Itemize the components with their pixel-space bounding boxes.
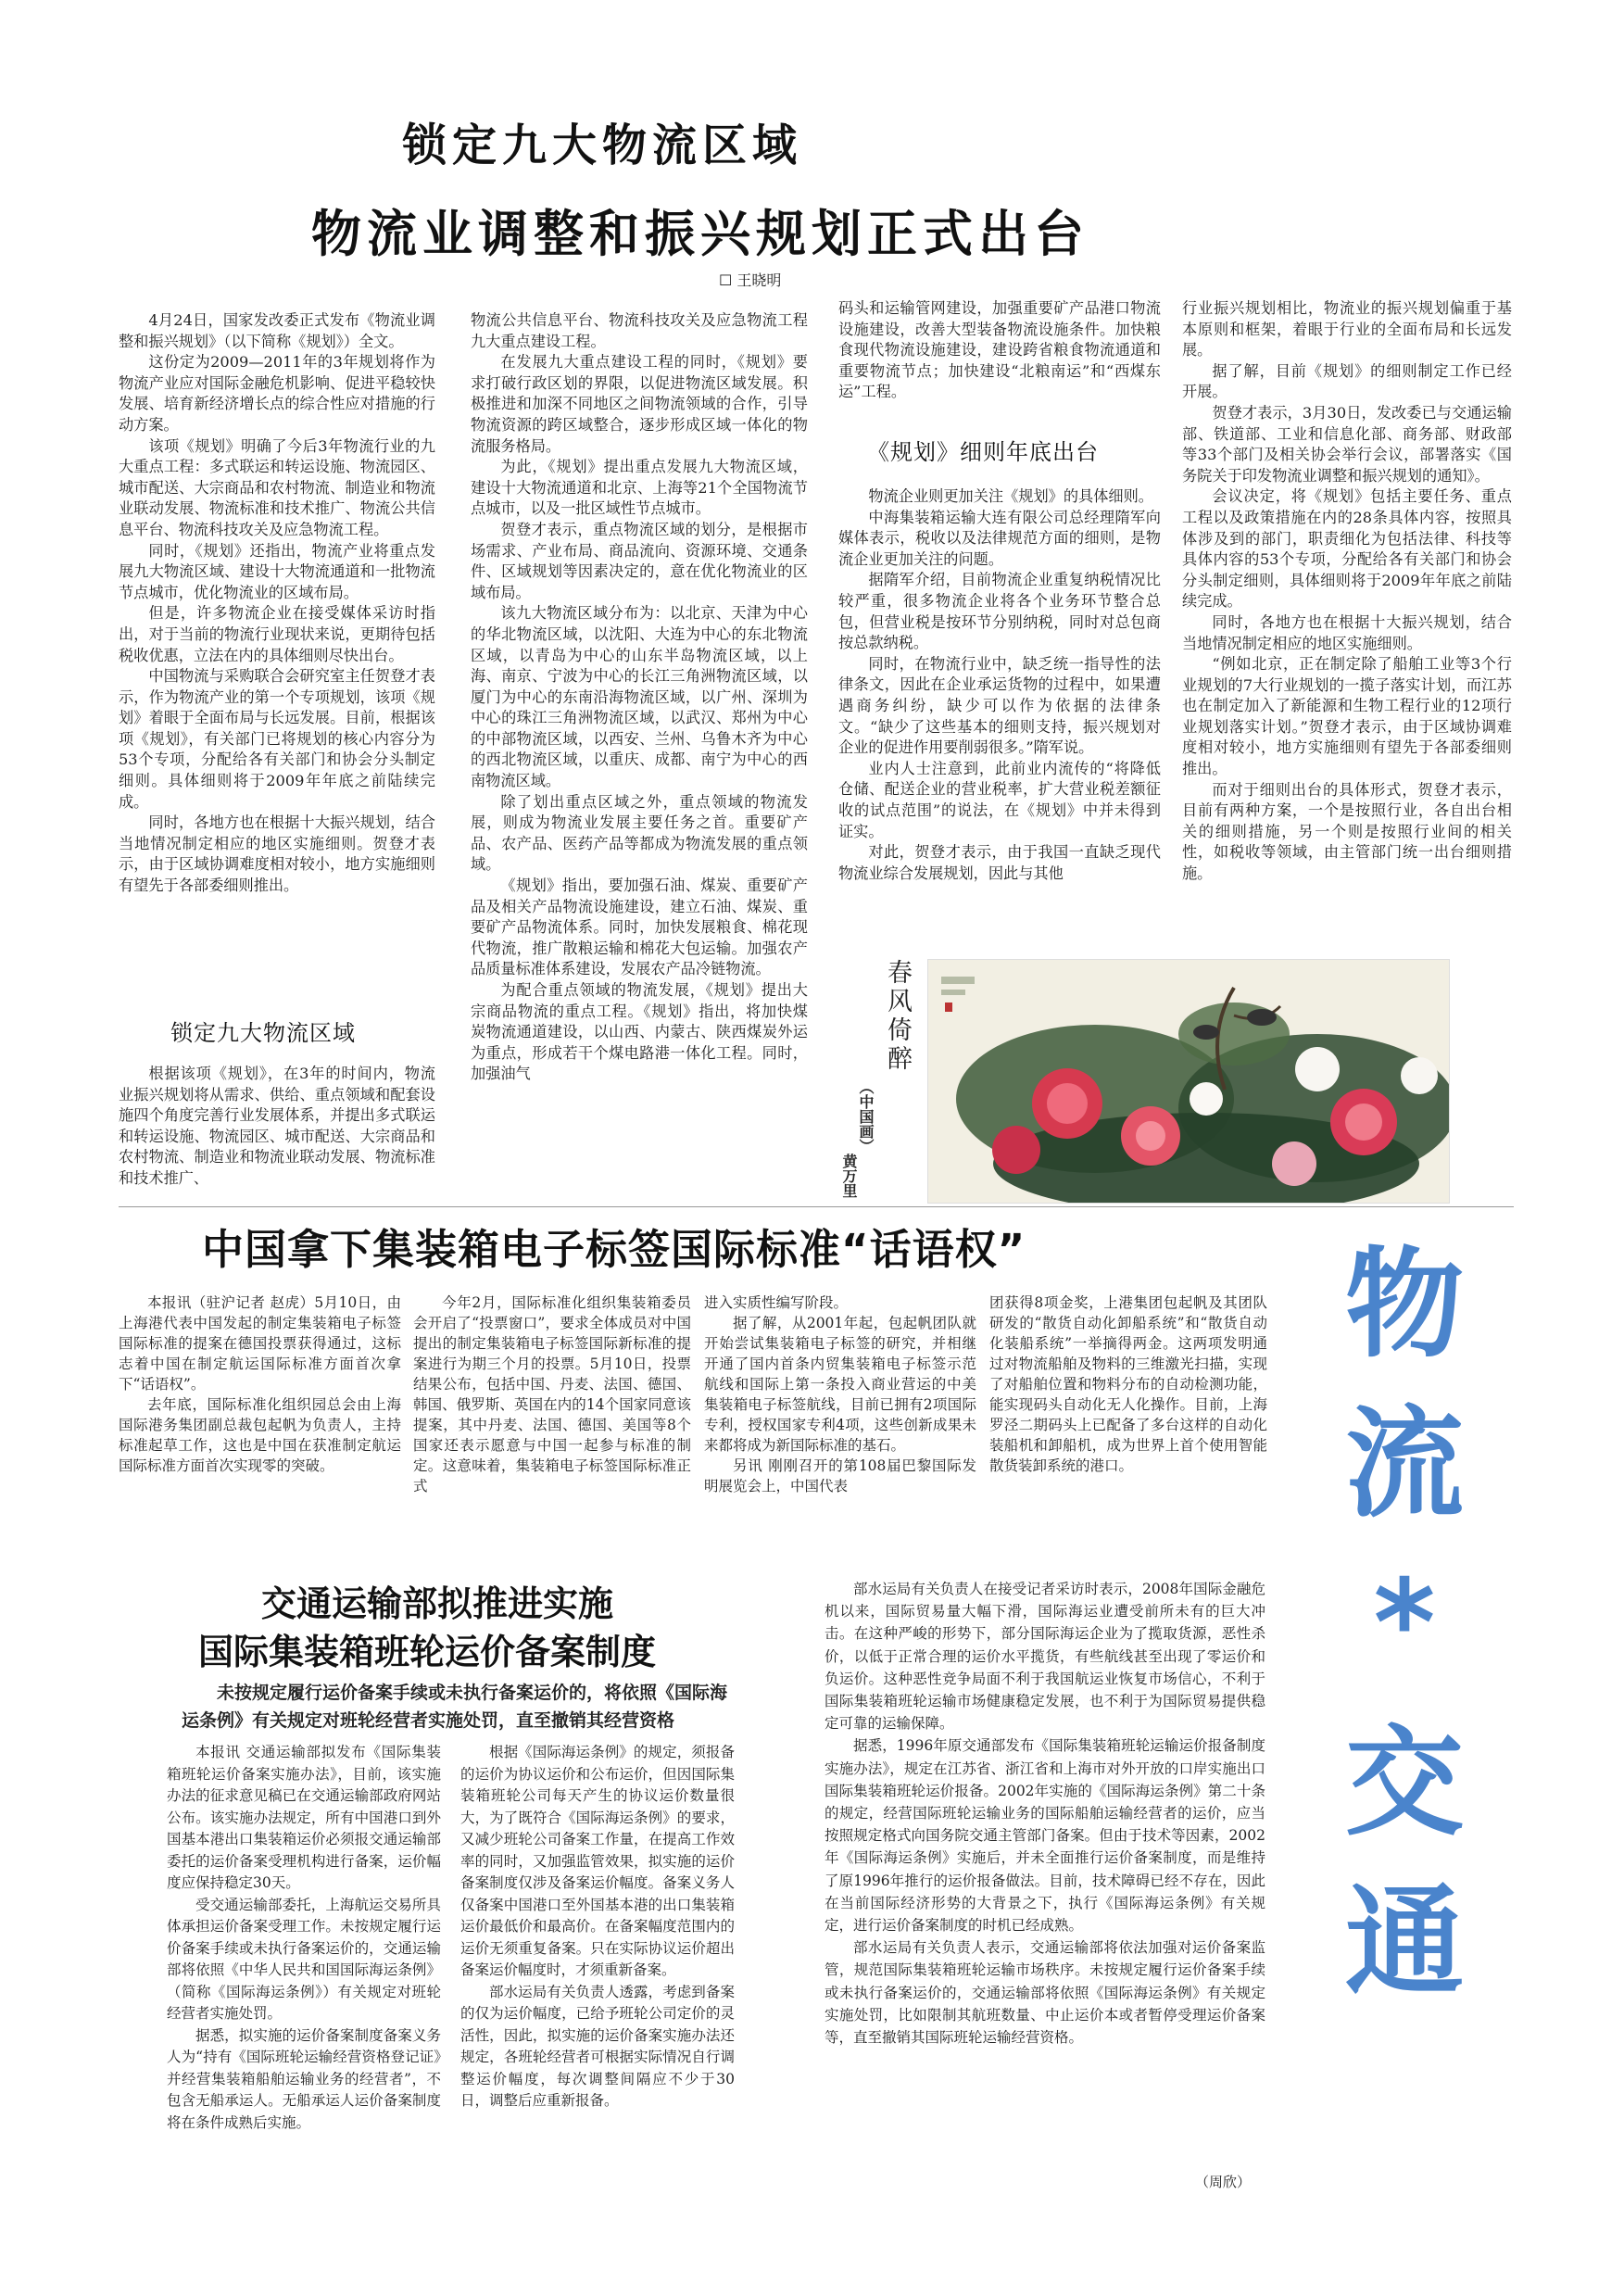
paragraph: 行业振兴规划相比，物流业的振兴规划偏重于基本原则和框架，着眼于行业的全面布局和长远发展。: [1182, 299, 1512, 359]
article1-byline: ☐ 王晓明: [719, 271, 782, 289]
divider: [119, 1206, 1514, 1207]
peony-painting-illustration: [928, 960, 1449, 1203]
article1-column-2: [471, 310, 808, 1187]
paragraph: 除了划出重点区域之外，重点领域的物流发展，则成为物流业发展主要任务之首。重要矿产品、农产品、医药产品等都成为物流发展的重点领域。: [471, 792, 808, 874]
paragraph: 团获得8项金奖，上港集团包起帆及其团队研发的“散货自动化卸船系统”和“散货自动化装船系统”一举摘得两金。这两项发明通过对物流船舶及物料的三维激光扫描，实现了对船舶位置和物料分布的自动检测功能，能实现码头自动化无人化操作。目前，上海罗泾二期码头上已配备了多台这样的自动化装船机和卸船机，成为世界上首个使用智能散货装卸系统的港口。: [989, 1294, 1267, 1474]
paragraph: 据悉，拟实施的运价备案制度备案义务人为“持有《国际班轮运输经营资格登记证》并经营集装箱船舶运输业务的经营者”，不包含无船承运人。无船承运人运价备案制度将在条件成熟后实施。: [167, 2026, 441, 2131]
paragraph: 中海集装箱运输大连有限公司总经理隋军向媒体表示，税收以及法律规范方面的细则，是物流企业更加关注的问题。: [838, 508, 1161, 568]
article2-column-4: [989, 1293, 1267, 1533]
paragraph: 这份定为2009—2011年的3年规划将作为物流产业应对国际金融危机影响、促进平稳较快发展、培育新经济增长点的综合性应对措施的行动方案。: [119, 353, 435, 434]
article3-column-2: [460, 1742, 735, 2205]
section-title-char: 交: [1344, 1714, 1464, 1852]
paragraph: 《规划》指出，要加强石油、煤炭、重要矿产品及相关产品物流设施建设，建立石油、煤炭、重要矿产品物流体系。同时，加快发展粮食、棉花现代物流，推广散粮运输和棉花大包运输。加强农产品质量标准体系建设，发展农产品冷链物流。: [471, 876, 808, 978]
paragraph: 物流公共信息平台、物流科技攻关及应急物流工程九大重点建设工程。: [471, 311, 808, 350]
article3-headline-line1: 交通运输部拟推进实施: [261, 1583, 614, 1624]
paragraph: “例如北京，正在制定除了船舶工业等3个行业规划的7大行业规划的一揽子落实计划，而江苏也在制定加入了新能源和生物工程行业的12项行业规划落实计划。”贺登才表示，由于区域协调难度相对较小，地方实施细则有望先于各部委细则推出。: [1182, 655, 1512, 778]
article3-dek: 未按规定履行运价备案手续或未执行备案运价的，将依照《国际海运条例》有关规定对班轮经营者实施处罚，直至撤销其经营资格: [182, 1683, 728, 1731]
paragraph: 而对于细则出台的具体形式，贺登才表示，目前有两种方案，一个是按照行业，各自出台相关的细则措施，另一个则是按照行业间的相关性，如税收等领域，由主管部门统一出台细则措施。: [1182, 780, 1512, 883]
section-title-logistics-transport: [1312, 1236, 1497, 2043]
paragraph: 本报讯（驻沪记者 赵虎）5月10日，由上海港代表中国发起的制定集装箱电子标签国际标准的提案在德国投票获得通过，这标志着中国在制定航运国际标准方面首次拿下“话语权”。: [119, 1294, 401, 1393]
article1-column-3b: [838, 486, 1161, 940]
paragraph: 据隋军介绍，目前物流企业重复纳税情况比较严重，很多物流企业将各个业务环节整合总包，但营业税是按环节分别纳税，同时对总包商按总款纳税。: [838, 571, 1161, 652]
article1-headline-line1: 锁定九大物流区域: [402, 120, 803, 171]
painting-caption-title: 春风倚醉: [883, 959, 912, 1074]
paragraph: 部水运局有关负责人在接受记者采访时表示，2008年国际金融危机以来，国际贸易量大幅下滑，国际海运业遭受前所未有的巨大冲击。在这种严峻的形势下，部分国际海运企业为了揽取货源，恶性杀价，以低于正常合理的运价水平揽货，有些航线甚至出现了零运价和负运价。这种恶性竞争局面不利于我国航运业恢复市场信心，不利于国际集装箱班轮运输市场健康稳定发展，也不利于为国际贸易提供稳定可靠的运输保障。: [825, 1581, 1265, 1733]
article1-column-3: [838, 298, 1161, 408]
paragraph: 该九大物流区域分布为：以北京、天津为中心的华北物流区域，以沈阳、大连为中心的东北物流区域，以青岛为中心的山东半岛物流区域，以上海、南京、宁波为中心的长江三角洲物流区域，以厦门为中心的东南沿海物流区域，以广州、深圳为中心的珠江三角洲物流区域，以武汉、郑州为中心的中部物流区域，以西安、兰州、乌鲁木齐为中心的西北物流区域，以重庆、成都、南宁为中心的西南物流区域。: [471, 604, 808, 790]
paragraph: 4月24日，国家发改委正式发布《物流业调整和振兴规划》（以下简称《规划》）全文。: [119, 311, 435, 350]
article2-column-3: [704, 1293, 976, 1533]
section-title-char: *: [1373, 1555, 1436, 1693]
article3-headline-line2: 国际集装箱班轮运价备案制度: [198, 1632, 657, 1672]
paragraph: 进入实质性编写阶段。: [704, 1294, 849, 1311]
paragraph: 据悉，1996年原交通部发布《国际集装箱班轮运输运价报备制度实施办法》，规定在江苏省、浙江省和上海市对外开放的口岸实施出口国际集装箱班轮运价报备。2002年实施的《国际海运条例》第二十条的规定，经营国际班轮运输业务的国际船舶运输经营者的运价，应当按照规定格式向国务院交通主管部门备案。但由于技术等因素，2002年《国际海运条例》实施后，并未全面推行运价备案制度，而是维持了原1996年推行的运价报备做法。目前，技术障碍已经不存在，因此在当前国际经济形势的大背景之下，执行《国际海运条例》有关规定，进行运价备案制度的时机已经成熟。: [825, 1737, 1265, 1935]
paragraph: 本报讯 交通运输部拟发布《国际集装箱班轮运价备案实施办法》，目前，该实施办法的征求意见稿已在交通运输部政府网站公布。该实施办法规定，所有中国港口到外国基本港出口集装箱运价必须报交通运输部委托的运价备案受理机构进行备案，运价幅度应保持稳定30天。: [167, 1744, 441, 1891]
paragraph: 同时，各地方也在根据十大振兴规划，结合当地情况制定相应的地区实施细则。: [1182, 612, 1512, 652]
paragraph: 中国物流与采购联合会研究室主任贺登才表示，作为物流产业的第一个专项规划，该项《规划》着眼于全面布局与长远发展。目前，根据该项《规划》，有关部门已将规划的核心内容分为53个专项，分配给各有关部门和协会分头制定细则。具体细则将于2009年年底之前陆续完成。: [119, 667, 435, 811]
paragraph: 去年底，国际标准化组织园总会由上海国际港务集团副总裁包起帆为负责人，主持标准起草工作，这也是中国在获准制定航运国际标准方面首次实现零的突破。: [119, 1396, 401, 1474]
paragraph: 码头和运输管网建设，加强重要矿产品港口物流设施建设，改善大型装备物流设施条件。加快粮食现代物流设施建设，建设跨省粮食物流通道和重要物流节点；加快建设“北粮南运”和“西煤东运”工程。: [838, 299, 1161, 401]
paragraph: 受交通运输部委托，上海航运交易所具体承担运价备案受理工作。未按规定履行运价备案手续或未执行备案运价的，交通运输部将依照《中华人民共和国国际海运条例》（简称《国际海运条例》）有关规定对班轮经营者实施处罚。: [167, 1896, 441, 2022]
paragraph: 对此，贺登才表示，由于我国一直缺乏现代物流业综合发展规划，因此与其他: [838, 843, 1161, 882]
paragraph: 为此，《规划》提出重点发展九大物流区域，建设十大物流通道和北京、上海等21个全国物流节点城市，以及一批区域性节点城市。: [471, 458, 808, 518]
article1-headline-line2: 物流业调整和振兴规划正式出台: [311, 205, 1089, 263]
article1-subhead-regions: 锁定九大物流区域: [170, 1020, 356, 1046]
paragraph: 据了解，目前《规划》的细则制定工作已经开展。: [1182, 361, 1512, 401]
paragraph: 部水运局有关负责人透露，考虑到备案的仅为运价幅度，已给予班轮公司定价的灵活性，因此，拟实施的运价备案实施办法还规定，各班轮经营者可根据实际情况自行调整运价幅度，每次调整间隔应不少于30日，调整后应重新报备。: [460, 1983, 735, 2109]
paragraph: 另讯 刚刚召开的第108届巴黎国际发明展览会上，中国代表: [704, 1457, 976, 1494]
article1-column-1b: [119, 1064, 435, 1188]
paragraph: 业内人士注意到，此前业内流传的“将降低仓储、配送企业的营业税率，扩大营业税差额征收的试点范围”的说法，在《规划》中并未得到证实。: [838, 759, 1161, 840]
article1-column-4: [1182, 298, 1512, 938]
paragraph: 贺登才表示，重点物流区域的划分，是根据市场需求、产业布局、商品流向、资源环境、交通条件、区域规划等因素决定的，意在优化物流业的区域布局。: [471, 520, 808, 601]
peony-painting-image: [927, 959, 1450, 1204]
paragraph: 根据该项《规划》，在3年的时间内，物流业振兴规划将从需求、供给、重点领域和配套设施四个角度完善行业发展体系，并提出多式联运和转运设施、物流园区、城市配送、大宗商品和农村物流、制造业和物流业联动发展、物流标准和技术推广、: [119, 1065, 435, 1187]
article3-signature: （周欣）: [1195, 2174, 1252, 2190]
painting-caption: [838, 959, 922, 1202]
article1-column-1: [119, 310, 435, 996]
section-title-char: 物: [1344, 1236, 1464, 1374]
paragraph: 部水运局有关负责人表示，交通运输部将依法加强对运价备案监管，规范国际集装箱班轮运输市场秩序。未按规定履行运价备案手续或未执行备案运价的，交通运输部将依照《国际海运条例》有关规定实施处罚，比如限制其航班数量、中止运价本或者暂停受理运价备案等，直至撤销其国际班轮运输经营资格。: [825, 1939, 1265, 2047]
article2-headline: 中国拿下集装箱电子标签国际标准“话语权”: [202, 1225, 1026, 1274]
section-title-char: 通: [1344, 1873, 1464, 2011]
article3-column-1: [167, 1742, 441, 2205]
paragraph: 同时，在物流行业中，缺乏统一指导性的法律条文，因此在企业承运货物的过程中，如果遭遇商务纠纷，缺少可以作为依据的法律条文。“缺少了这些基本的细则支持，振兴规划对企业的促进作用要削弱很多。”隋军说。: [838, 654, 1161, 757]
paragraph: 但是，许多物流企业在接受媒体采访时指出，对于当前的物流行业现状来说，更期待包括税收优惠，立法在内的具体细则尽快出台。: [119, 604, 435, 664]
paragraph: 根据《国际海运条例》的规定，须报备的运价为协议运价和公布运价，但因国际集装箱班轮公司每天产生的协议运价数量很大，为了既符合《国际海运条例》的要求，又减少班轮公司备案工作量，在提高工作效率的同时，又加强监管效果，拟实施的运价备案制度仅涉及备案运价幅度。备案义务人仅备案中国港口至外国基本港的出口集装箱运价最低价和最高价。在备案幅度范围内的运价无须重复备案。只在实际协议运价超出备案运价幅度时，才须重新备案。: [460, 1744, 735, 1978]
section-title-char: 流: [1344, 1395, 1464, 1533]
paragraph: 据了解，从2001年起，包起帆团队就开始尝试集装箱电子标签的研究，并相继开通了国内首条内贸集装箱电子标签示范航线和国际上第一条投入商业营运的中美集装箱电子标签航线，目前已拥有2项国际专利，授权国家专利4项，这些创新成果未来都将成为新国际标准的基石。: [704, 1315, 976, 1454]
painting-caption-type: （中国画）: [857, 1079, 875, 1154]
painting-caption-artist: 黄万里: [840, 1154, 858, 1198]
paragraph: 该项《规划》明确了今后3年物流行业的九大重点工程：多式联运和转运设施、物流园区、城市配送、大宗商品和农村物流、制造业和物流业联动发展、物流标准和技术推广、物流公共信息平台、物流科技攻关及应急物流工程。: [119, 436, 435, 538]
paragraph: 在发展九大重点建设工程的同时，《规划》要求打破行政区划的界限，以促进物流区域发展。积极推进和加深不同地区之间物流领域的合作，引导物流资源的跨区域整合，逐步形成区域一体化的物流服务格局。: [471, 353, 808, 455]
paragraph: 同时，各地方也在根据十大振兴规划，结合当地情况制定相应的地区实施细则。贺登才表示，由于区域协调难度相对较小，地方实施细则有望先于各部委细则推出。: [119, 813, 435, 895]
paragraph: 会议决定，将《规划》包括主要任务、重点工程以及政策措施在内的28条具体内容，按照具体涉及到的部门，职责细化为包括法律、科技等具体内容的53个专项，分配给各有关部门和协会分头制定细则，具体细则将于2009年年底之前陆续完成。: [1182, 487, 1512, 611]
paragraph: 同时，《规划》还指出，物流产业将重点发展九大物流区域、建设十大物流通道和一批物流节点城市，优化物流业的区域布局。: [119, 541, 435, 601]
paragraph: 为配合重点领域的物流发展，《规划》提出大宗商品物流的重点工程。《规划》指出，将加快煤炭物流通道建设，以山西、内蒙古、陕西煤炭外运为重点，形成若干个煤电路港一体化工程。同时，加强油气: [471, 981, 808, 1083]
paragraph: 今年2月，国际标准化组织集装箱委员会开启了“投票窗口”，要求全体成员对中国提出的制定集装箱电子标签国际新标准的提案进行为期三个月的投票。5月10日，投票结果公布，包括中国、丹麦、法国、德国、韩国、俄罗斯、英国在内的14个国家同意该提案，其中丹麦、法国、德国、美国等8个国家还表示愿意与中国一起参与标准的制定。这意味着，集装箱电子标签国际标准正式: [413, 1294, 691, 1494]
article2-column-1: [119, 1293, 401, 1533]
paragraph: 贺登才表示，3月30日，发改委已与交通运输部、铁道部、工业和信息化部、商务部、财政部等33个部门及相关协会举行会议，部署落实《国务院关于印发物流业调整和振兴规划的通知》。: [1182, 403, 1512, 485]
article1-subhead-details: 《规划》细则年底出台: [867, 439, 1099, 465]
article2-column-2: [413, 1293, 691, 1533]
paragraph: 物流企业则更加关注《规划》的具体细则。: [868, 487, 1153, 505]
article3-column-3: [825, 1578, 1265, 2171]
